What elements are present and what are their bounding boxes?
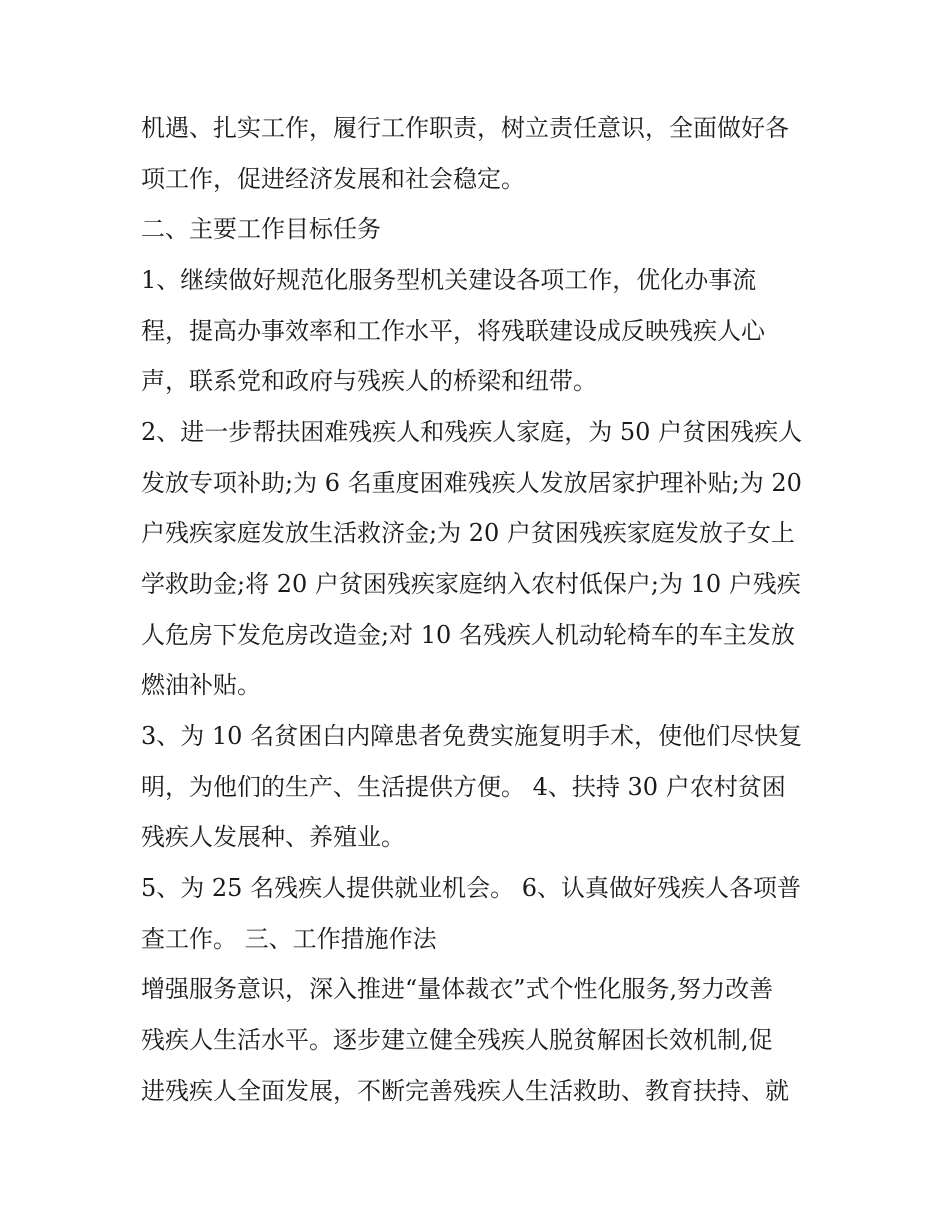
text-line: 学救助金;将 20 户贫困残疾家庭纳入农村低保户;为 10 户残疾: [141, 570, 801, 598]
text-line: 户残疾家庭发放生活救济金;为 20 户贫困残疾家庭发放子女上: [141, 519, 795, 547]
text-line: 查工作。 三、工作措施作法: [141, 925, 437, 953]
text-line: 5、为 25 名残疾人提供就业机会。 6、认真做好残疾人各项普: [141, 874, 801, 902]
text-line: 增强服务意识，深入推进“量体裁衣”式个性化服务,努力改善: [141, 975, 774, 1003]
text-line: 燃油补贴。: [141, 671, 261, 699]
text-line: 人危房下发危房改造金;对 10 名残疾人机动轮椅车的车主发放: [141, 621, 795, 649]
text-line: 程，提高办事效率和工作水平，将残联建设成反映残疾人心: [141, 317, 765, 345]
text-line: 声，联系党和政府与残疾人的桥梁和纽带。: [141, 367, 597, 395]
section-heading: 二、主要工作目标任务: [141, 215, 381, 243]
text-line: 2、进一步帮扶困难残疾人和残疾人家庭，为 50 户贫困残疾人: [141, 418, 803, 446]
text-line: 机遇、扎实工作，履行工作职责，树立责任意识，全面做好各: [141, 114, 789, 142]
text-line: 残疾人发展种、养殖业。: [141, 823, 405, 851]
text-line: 明，为他们的生产、生活提供方便。 4、扶持 30 户农村贫困: [141, 773, 786, 801]
text-line: 1、继续做好规范化服务型机关建设各项工作，优化办事流: [141, 266, 757, 294]
text-line: 残疾人生活水平。逐步建立健全残疾人脱贫解困长效机制,促: [141, 1026, 773, 1054]
text-line: 项工作，促进经济发展和社会稳定。: [141, 165, 525, 193]
text-line: 发放专项补助;为 6 名重度困难残疾人发放居家护理补贴;为 20: [141, 469, 802, 497]
text-line: 3、为 10 名贫困白内障患者免费实施复明手术，使他们尽快复: [141, 722, 803, 750]
text-line: 进残疾人全面发展，不断完善残疾人生活救助、教育扶持、就: [141, 1077, 789, 1105]
